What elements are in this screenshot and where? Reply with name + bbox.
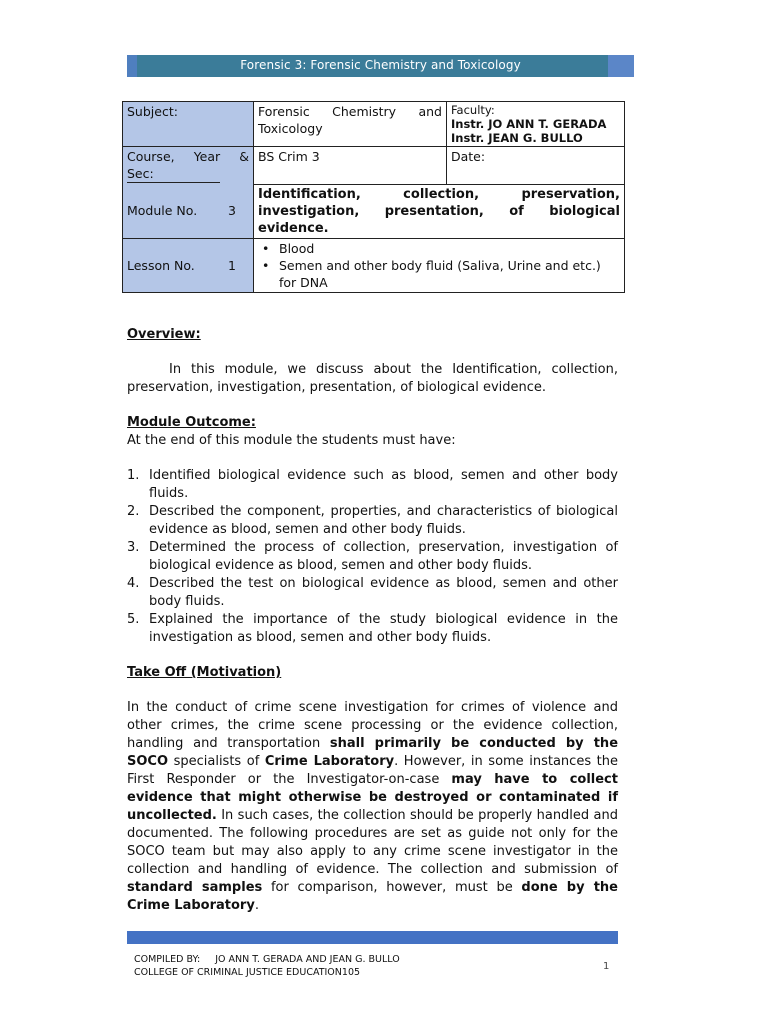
- module-number: 3: [228, 203, 236, 219]
- faculty-name-2: Instr. JEAN G. BULLO: [451, 131, 583, 145]
- take-off-bold-1: shall primarily be conducted by the SOCO: [127, 736, 619, 769]
- take-off-heading: Take Off (Motivation): [127, 665, 282, 680]
- lesson-label-text: Lesson No.: [127, 257, 195, 273]
- outcome-number: 2.: [127, 504, 140, 519]
- subject-word-2: Chemistry: [332, 104, 397, 119]
- take-off-bold-5: done by the Crime Laboratory: [127, 880, 618, 913]
- footer-text: [134, 953, 400, 979]
- outcome-item: [127, 575, 618, 611]
- course-label: [123, 147, 254, 185]
- take-off-bold-4: standard samples: [127, 880, 263, 895]
- lesson-topics: [254, 238, 625, 292]
- outcome-text: Determined the process of collection, preservation, investigation of biological evidence as blood, semen and other body fluids.: [149, 540, 618, 573]
- take-off-text-5: for comparison, however, must be: [262, 880, 522, 895]
- faculty-cell: [447, 102, 625, 147]
- module-content: [127, 326, 618, 915]
- lesson-topic-list: [258, 240, 620, 291]
- faculty-label: Faculty:: [451, 103, 495, 117]
- take-off-text-2: specialists of: [168, 754, 265, 769]
- subject-word-4: Toxicology: [258, 121, 323, 136]
- outcome-text: Described the test on biological evidence as blood, semen and other body fluids.: [149, 576, 618, 609]
- outcome-text: Explained the importance of the study biological evidence in the investigation as blood, semen and other body fluids.: [149, 612, 618, 645]
- outcome-number: 4.: [127, 576, 140, 591]
- module-info-table: [122, 101, 625, 293]
- outcome-list: [127, 467, 618, 647]
- take-off-paragraph: [127, 699, 618, 915]
- module-label-text: Module No.: [127, 203, 198, 219]
- lesson-number: 1: [228, 257, 236, 273]
- overview-heading: Overview:: [127, 327, 201, 342]
- take-off-text-6: .: [254, 898, 259, 913]
- compiled-by-label: COMPILED BY:: [134, 954, 201, 965]
- outcome-number: 5.: [127, 612, 140, 627]
- module-title: [254, 184, 625, 238]
- take-off-bold-2: Crime Laboratory: [264, 754, 395, 769]
- header-title: Forensic 3: Forensic Chemistry and Toxicology: [240, 58, 521, 72]
- footer-college: COLLEGE OF CRIMINAL JUSTICE EDUCATION105: [134, 967, 361, 978]
- footer-compiled-line: [134, 953, 400, 966]
- outcome-text: Described the component, properties, and characteristics of biological evidence as blood, semen and other body fluids.: [149, 504, 618, 537]
- course-label-word-2: Year: [193, 149, 221, 164]
- module-outcome-heading: Module Outcome:: [127, 415, 256, 430]
- subject-word-1: Forensic: [258, 104, 310, 119]
- outcome-item: [127, 467, 618, 503]
- subject-label: Subject:: [123, 102, 254, 147]
- footer-bar: [127, 931, 618, 944]
- outcome-number: 1.: [127, 468, 140, 483]
- course-label-word-1: Course,: [127, 149, 175, 164]
- outcome-text: Identified biological evidence such as blood, semen and other body fluids.: [149, 468, 618, 501]
- course-label-word-4: Sec:: [127, 165, 220, 183]
- compiled-by-names: JO ANN T. GERADA AND JEAN G. BULLO: [215, 954, 400, 965]
- lesson-topic-item: • Blood: [258, 240, 620, 257]
- take-off-bold-3: may have to collect evidence that might otherwise be destroyed or contaminated if uncollected.: [127, 772, 618, 823]
- outcome-item: [127, 503, 618, 539]
- faculty-name-1: Instr. JO ANN T. GERADA: [451, 117, 607, 131]
- take-off-text-1: In the conduct of crime scene investigation for crimes of violence and other crimes, the crime scene processing or the evidence collection, handling and transportation: [127, 700, 618, 751]
- module-label: [123, 184, 254, 238]
- outcome-number: 3.: [127, 540, 140, 555]
- overview-text: In this module, we discuss about the Identification, collection, preservation, investigation, presentation, of biological evidence.: [127, 362, 618, 395]
- header-bar: [127, 55, 634, 77]
- lesson-topic-item: • Semen and other body fluid (Saliva, Urine and etc.) for DNA: [258, 257, 620, 291]
- course-label-word-3: &: [239, 149, 249, 164]
- outcome-item: [127, 611, 618, 647]
- lesson-label: [123, 238, 254, 292]
- subject-value: [254, 102, 447, 147]
- date-label: Date:: [447, 147, 625, 185]
- subject-word-3: and: [418, 104, 442, 119]
- course-value: BS Crim 3: [254, 147, 447, 185]
- take-off-text-4: In such cases, the collection should be properly handled and documented. The following procedures are set as guide not only for the SOCO team but may also apply to any crime scene investigator in the collection and handling of evidence. The collection and submission of: [127, 808, 618, 877]
- page-number: 1: [603, 961, 610, 972]
- take-off-text-3: . However, in some instances the First Responder or the Investigator-on-case: [127, 754, 618, 787]
- module-title-text: Identification, collection, preservation, investigation, presentation, of biological evidence.: [258, 186, 620, 236]
- outcome-item: [127, 539, 618, 575]
- module-outcome-intro: At the end of this module the students must have:: [127, 433, 456, 448]
